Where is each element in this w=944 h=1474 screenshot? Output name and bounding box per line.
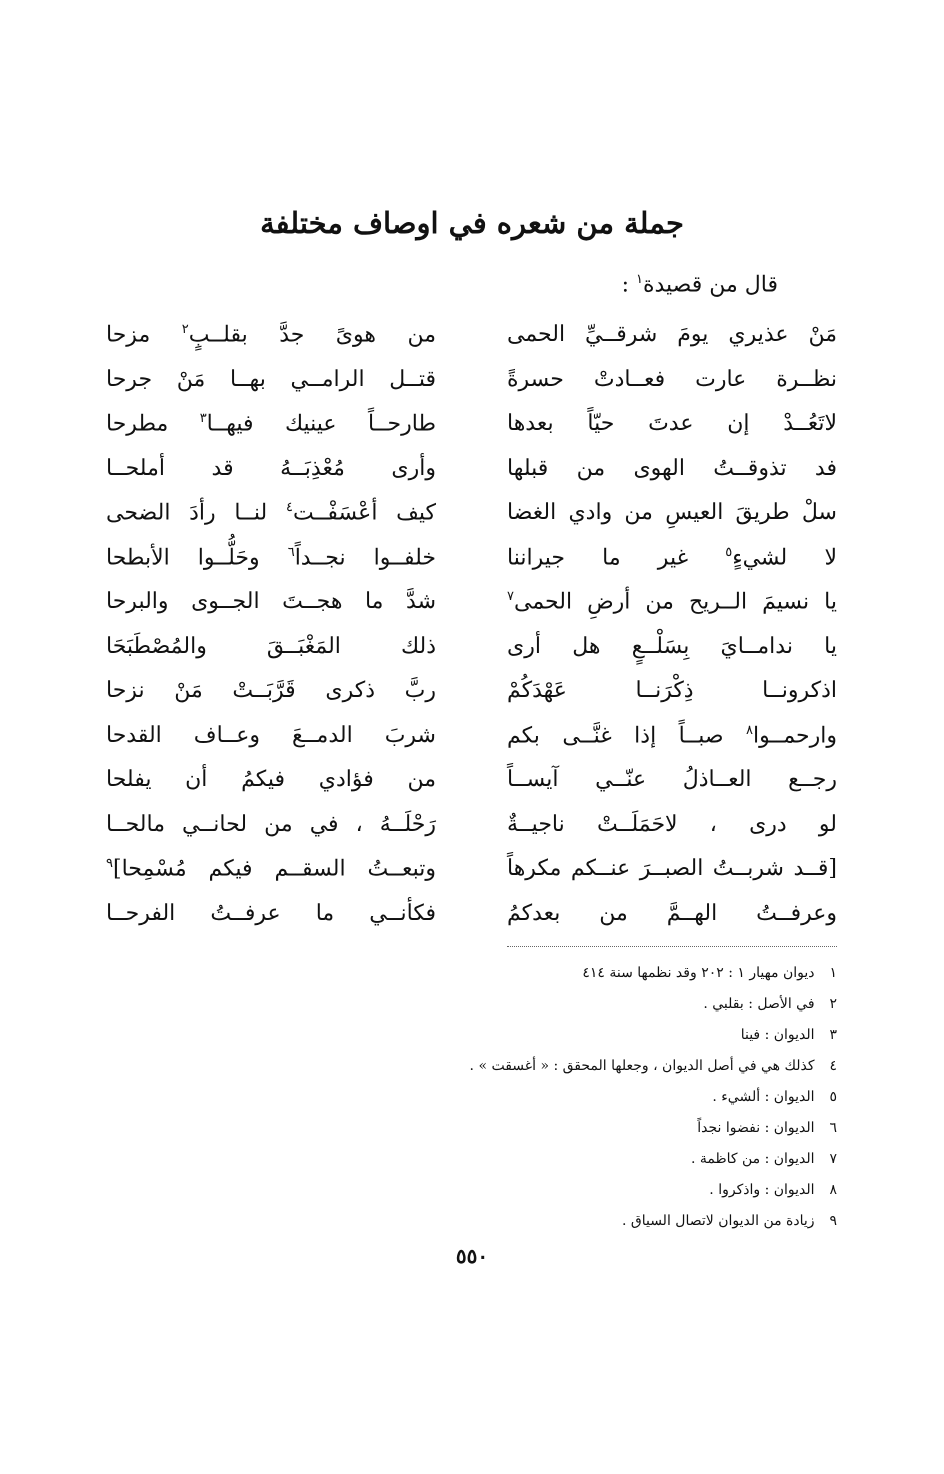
footnote <box>117 1210 837 1241</box>
second-hemistich <box>106 545 436 570</box>
verse-line <box>0 634 944 678</box>
footnote-ref: ٤ <box>285 500 293 515</box>
footnote <box>117 1024 837 1055</box>
first-hemistich <box>507 767 837 792</box>
footnote-text: الديوان : واذكروا . <box>709 1182 819 1198</box>
second-hemistich <box>106 500 436 525</box>
footnote <box>117 1148 837 1179</box>
footnote <box>117 1179 837 1210</box>
footnote-ref: ٦ <box>287 544 295 560</box>
hemistich-text: ربَّ ذكرى قَرَّبَــتْ مَنْ نزحا <box>106 678 436 703</box>
verse-line <box>0 456 944 500</box>
intro-line <box>622 272 778 297</box>
footnote-number: ١ <box>829 965 837 981</box>
verse-line <box>0 678 944 722</box>
verse-line <box>0 411 944 455</box>
hemistich-text: غير ما جيراننا <box>507 544 726 570</box>
second-hemistich <box>106 812 436 837</box>
footnote-text: زيادة من الديوان لاتصال السياق . <box>621 1213 819 1229</box>
verse-line <box>0 856 944 900</box>
second-hemistich <box>106 856 436 881</box>
hemistich-text: مطرحا <box>106 411 200 437</box>
footnote-text: الديوان : فينا <box>740 1027 819 1043</box>
second-hemistich <box>106 634 436 659</box>
second-hemistich <box>106 723 436 748</box>
footnote-ref: ٢ <box>181 322 189 337</box>
first-hemistich <box>507 723 837 748</box>
hemistich-text: صبــاً إذا غنَّــى بكم <box>507 722 746 748</box>
intro-footnote-ref: ١ <box>635 272 643 287</box>
second-hemistich <box>106 411 436 436</box>
verse-line <box>0 589 944 633</box>
intro-text: قال من قصيدة <box>642 272 778 298</box>
hemistich-text: رجــع العــاذلُ عنّــي آيســاً <box>507 767 837 792</box>
intro-tail: : <box>621 272 636 298</box>
verse-line <box>0 812 944 856</box>
verse-line <box>0 367 944 411</box>
hemistich-text: لو درى ، لاحَمَلَــتْ ناجيــةٌ <box>507 811 837 837</box>
footnote-text: ديوان مهيار ١ : ٢٠٢ وقد نظمها سنة ٤١٤ <box>582 965 819 981</box>
second-hemistich <box>106 678 436 703</box>
verse-line <box>0 500 944 544</box>
footnote-number: ٣ <box>829 1027 837 1043</box>
footnote <box>117 993 837 1024</box>
footnote-number: ٥ <box>829 1089 837 1105</box>
hemistich-text: فكأنــي ما عرفــتُ الفرحــا <box>106 900 436 926</box>
footnote-number: ٦ <box>829 1120 837 1136</box>
footnote-text: الديوان : ألشيء . <box>712 1089 819 1105</box>
hemistich-text: مَنْ عذيري يومَ شرقــيِّ الحمى <box>507 322 837 347</box>
footnote-number: ٧ <box>829 1151 837 1167</box>
verse-line <box>0 723 944 767</box>
footnote-text: في الأصل : بقلبي . <box>703 996 819 1012</box>
second-hemistich <box>106 901 436 926</box>
hemistich-text: وحَلُّــوا الأبطحا <box>106 544 288 570</box>
hemistich-text: اذكرونــا ذِكْرَنــا عَهْدَكُمْ <box>507 678 837 703</box>
hemistich-text: ذلك المَغْبَــقَ والمُصْطَبَحَا <box>106 633 436 659</box>
footnote-number: ٤ <box>829 1058 837 1074</box>
footnote <box>117 962 837 993</box>
hemistich-text: وتبعــتُ السقــم فيكم مُسْمِحا] <box>112 856 436 882</box>
hemistich-text: فد تذوقــتُ الهوى من قبلها <box>507 455 837 481</box>
first-hemistich <box>507 411 837 436</box>
first-hemistich <box>507 500 837 525</box>
hemistich-text: من فؤادي فيكمُ أن يفلحا <box>106 767 436 792</box>
footnote-divider <box>507 946 837 947</box>
verse-line <box>0 901 944 945</box>
hemistich-text: قتــل الرامــي بهــا مَنْ جرحا <box>106 366 436 392</box>
hemistich-text: لا لشيءٍ <box>732 544 837 570</box>
footnote <box>117 1117 837 1148</box>
hemistich-text: وارحمــوا <box>752 722 837 748</box>
first-hemistich <box>507 856 837 881</box>
second-hemistich <box>106 456 436 481</box>
section-title: جملة من شعره في اوصاف مختلفة <box>260 206 684 240</box>
verse-line <box>0 767 944 811</box>
hemistich-text: من هوىً جدَّ بقلــبٍ <box>188 322 437 348</box>
hemistich-text: خلفــوا نجــداً <box>294 544 436 570</box>
footnote-text: كذلك هي في أصل الديوان ، وجعلها المحقق : « أغسقت » . <box>469 1058 819 1074</box>
verse-line <box>0 322 944 366</box>
hemistich-text: كيف أعْسَفْــت <box>292 500 436 526</box>
hemistich-text: طارحــاً عينيك فيهــا <box>206 411 436 437</box>
footnote-number: ٨ <box>829 1182 837 1198</box>
footnote-ref: ٨ <box>745 722 753 738</box>
hemistich-text: رَحْلَــهُ ، في من لحانــي مالحــا <box>106 811 436 837</box>
first-hemistich <box>507 322 837 347</box>
hemistich-text: لاتَعُــدْ إن عدتَ حيّاً بعدها <box>507 411 837 436</box>
footnote-ref: ٣ <box>199 411 207 426</box>
hemistich-text: نظــرة عارت فعــادتْ حسرةً <box>507 366 837 392</box>
hemistich-text: وأرى مُعْذِبَــهُ قد أملحــا <box>106 455 436 481</box>
footnote-number: ٢ <box>829 996 837 1012</box>
hemistich-text: شربَ الدمــعَ وعــاف القدحا <box>106 722 436 748</box>
hemistich-text: وعرفــتُ الهــمَّ من بعدكمُ <box>507 900 837 926</box>
first-hemistich <box>507 456 837 481</box>
footnote <box>117 1086 837 1117</box>
second-hemistich <box>106 767 436 792</box>
hemistich-text: [قــد شربــتُ الصبــرَ عنــكم مكرهاً <box>507 856 837 881</box>
first-hemistich <box>507 812 837 837</box>
hemistich-text: سلْ طريقَ العيسِ من وادي الغضا <box>507 500 837 525</box>
footnote-ref: ٥ <box>725 544 733 560</box>
second-hemistich <box>106 589 436 614</box>
footnote-ref: ٧ <box>507 589 514 604</box>
first-hemistich <box>507 678 837 703</box>
footnote-number: ٩ <box>829 1213 837 1229</box>
hemistich-text: شدَّ ما هجــتَ الجــوى والبرحا <box>106 589 436 614</box>
hemistich-text: مزحا <box>106 322 182 348</box>
footnote-text: الديوان : من كاظمة . <box>690 1151 819 1167</box>
first-hemistich <box>507 589 837 614</box>
footnotes <box>117 962 837 1241</box>
first-hemistich <box>507 901 837 926</box>
second-hemistich <box>106 367 436 392</box>
hemistich-text: يا ندامــايَ بِسَلْــعٍ هل أرى <box>507 633 837 659</box>
first-hemistich <box>507 545 837 570</box>
footnote-text: الديوان : نفضوا نجداً <box>697 1120 819 1136</box>
second-hemistich <box>106 322 436 347</box>
verse-line <box>0 545 944 589</box>
first-hemistich <box>507 367 837 392</box>
hemistich-text: يا نسيمَ الــريح من أرضِ الحمى <box>513 589 837 615</box>
page-number: ٥٥٠ <box>455 1244 489 1268</box>
hemistich-text: لنــا رأدَ الضحى <box>106 500 286 526</box>
footnote-ref: ٩ <box>106 856 113 871</box>
first-hemistich <box>507 634 837 659</box>
footnote <box>117 1055 837 1086</box>
